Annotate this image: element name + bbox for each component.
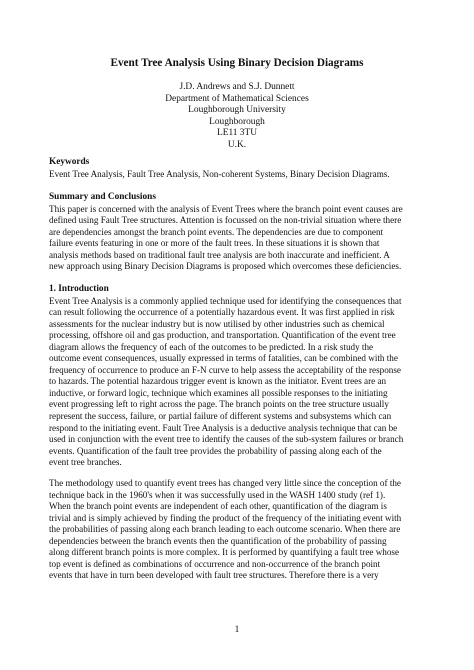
paragraph-line: Event Tree Analysis is a commonly applied technique used for identifying the consequences that bbox=[49, 295, 402, 306]
paragraph-line: events that have in turn been developed with fault tree structures. Therefore there is a very bbox=[49, 570, 379, 581]
summary-line: failure events featuring in one or more of the fault trees. In these situations it is shown that bbox=[49, 238, 380, 249]
paragraph-line: event tree branches. bbox=[49, 457, 122, 468]
university: Loughborough University bbox=[188, 105, 286, 116]
paragraph-line: assessments for the nuclear industry but is now utilised by other industries such as chemical bbox=[49, 318, 385, 329]
country: U.K. bbox=[227, 139, 247, 150]
paragraph-line: to hazards. The potential hazardous trigger event is known as the initiator. Event trees are an bbox=[49, 376, 387, 387]
paragraph-line: outcome event consequences, usually expressed in terms of fatalities, can be combined with the bbox=[49, 353, 398, 364]
paragraph-line: frequency of occurrence to produce an F-N curve to help assess the acceptability of the response bbox=[49, 364, 401, 375]
paragraph-line: respond to the initiating event. Fault Tree Analysis is a deductive analysis technique that can be bbox=[49, 422, 398, 433]
introduction-section bbox=[49, 284, 429, 469]
department: Department of Mathematical Sciences bbox=[165, 93, 309, 104]
summary-line: new approach using Binary Decision Diagrams is proposed which overcomes these deficiencies. bbox=[49, 261, 402, 272]
keywords-heading: Keywords bbox=[49, 157, 90, 167]
city: Loughborough bbox=[209, 116, 265, 127]
paragraph-line: along different branch points is more complex. It is performed by quantifying a fault tree whose bbox=[49, 547, 400, 558]
paragraph-line: When the branch point events are independent of each other, quantification of the diagram is bbox=[49, 501, 387, 512]
page-number: 1 bbox=[234, 625, 240, 635]
introduction-paragraph-2 bbox=[49, 478, 429, 582]
paragraph-line: dependencies between the branch events then the quantification of the probability of passing bbox=[49, 535, 387, 546]
paper-title: Event Tree Analysis Using Binary Decision Diagrams bbox=[110, 57, 364, 69]
paragraph-line: The methodology used to quantify event trees has changed very little since the conception of the bbox=[49, 478, 401, 488]
paragraph-line: events. Quantification of the fault tree provides the probability of passing along each of the bbox=[49, 445, 382, 456]
paragraph-line: used in conjunction with the event tree to identify the causes of the sub-system failures or branch bbox=[49, 434, 404, 445]
paragraph-line: the probabilities of passing along each branch leading to each outcome scenario. When there are bbox=[49, 524, 401, 535]
paragraph-line: inductive, or forward logic, technique which examines all possible responses to the initiating bbox=[49, 387, 388, 398]
author-affiliation-block bbox=[0, 82, 474, 152]
postcode: LE11 3TU bbox=[216, 128, 257, 139]
paragraph-line: top event is defined as combinations of occurrence and non-occurrence of the branch point bbox=[49, 558, 381, 569]
keywords-section bbox=[49, 157, 429, 180]
introduction-paragraph-1 bbox=[49, 296, 429, 469]
author-names: J.D. Andrews and S.J. Dunnett bbox=[179, 82, 295, 92]
summary-line: This paper is concerned with the analysis of Event Trees where the branch point event causes are bbox=[49, 203, 403, 214]
paragraph-line: technique back in the 1960's when it was successfully used in the WASH 1400 study (ref 1). bbox=[49, 489, 386, 500]
summary-line: defined using Fault Tree structures. Attention is focussed on the non-trivial situation where there bbox=[49, 215, 402, 226]
paragraph-line: event progressing left to right across the page. The branch points on the tree structure usually bbox=[49, 399, 389, 410]
paragraph-line: processing, offshore oil and gas production, and transportation. Quantification of the event tree bbox=[49, 330, 396, 341]
introduction-heading: 1. Introduction bbox=[49, 284, 109, 294]
paragraph-line: represent the success, failure, or partial failure of different systems and subsystems which can bbox=[49, 411, 392, 422]
summary-section bbox=[49, 192, 429, 273]
keywords-text: Event Tree Analysis, Fault Tree Analysis, Non-coherent Systems, Binary Decision Diagrams. bbox=[49, 168, 390, 179]
paragraph-line: trivial and is simply achieved by finding the product of the frequency of the initiating event with bbox=[49, 512, 402, 523]
summary-heading: Summary and Conclusions bbox=[49, 192, 156, 202]
paragraph-line: diagram allows the frequency of each of the outcomes to be predicted. In a risk study the bbox=[49, 341, 374, 352]
summary-line: analysis methods based on traditional fault tree analysis are both inaccurate and inefficient. A bbox=[49, 249, 390, 260]
paragraph-line: can result following the occurrence of a potentially hazardous event. It was first applied in risk bbox=[49, 307, 395, 318]
summary-line: are dependencies amongst the branch point events. The dependencies are due to component bbox=[49, 226, 384, 237]
